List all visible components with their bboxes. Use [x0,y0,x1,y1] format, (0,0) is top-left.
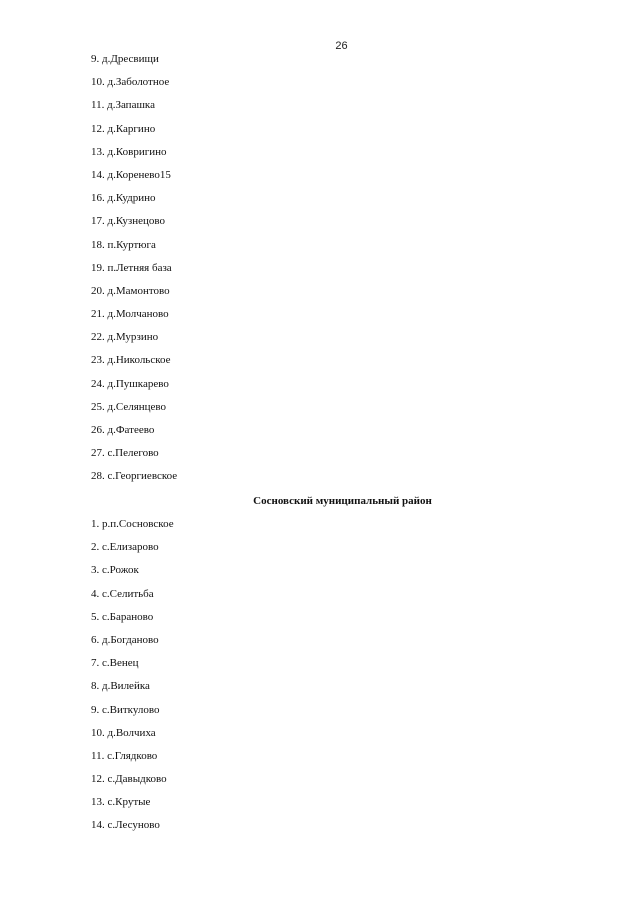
list-item: 19. п.Летняя база [91,261,172,274]
settlement-list-sosnovsky [91,517,571,842]
list-item: 27. с.Пелегово [91,447,159,460]
list-item: 13. с.Крутые [91,796,151,809]
list-item: 26. д.Фатеево [91,424,155,436]
list-item: 2. с.Елизарово [91,541,159,554]
list-item: 24. д.Пушкарево [91,377,169,390]
list-item: 14. д.Коренево15 [91,168,171,181]
list-item: 20. д.Мамонтово [91,284,170,297]
list-item: 11. д.Запашка [91,99,155,112]
list-item: 21. д.Молчаново [91,308,169,321]
list-item: 17. д.Кузнецово [91,215,165,228]
list-item: 1. р.п.Сосновское [91,518,174,530]
list-item: 9. д.Дресвищи [91,53,159,65]
list-item: 28. с.Георгиевское [91,470,178,483]
section-heading: Сосновский муниципальный район [253,495,432,507]
list-item: 16. д.Кудрино [91,192,156,205]
list-item: 8. д.Вилейка [91,680,150,693]
list-item: 10. д.Заболотное [91,76,170,89]
list-item: 10. д.Волчиха [91,726,156,739]
list-item: 12. д.Каргино [91,122,156,135]
page-number: 26 [335,40,348,52]
list-item: 7. с.Венец [91,657,139,670]
list-item: 5. с.Бараново [91,610,154,623]
list-item: 12. с.Давыдково [91,773,167,786]
list-item: 11. с.Глядково [91,749,158,762]
list-item: 9. с.Виткулово [91,703,160,716]
list-item: 23. д.Никольское [91,354,171,367]
list-item: 6. д.Богданово [91,633,159,646]
list-item: 22. д.Мурзино [91,331,159,344]
list-item: 4. с.Селитьба [91,587,154,600]
list-item: 14. с.Лесуново [91,819,160,832]
list-item: 13. д.Ковригино [91,145,167,158]
list-item: 25. д.Селянцево [91,400,167,413]
settlement-list-continued [91,52,571,493]
list-item: 3. с.Рожок [91,564,139,577]
list-item: 18. п.Куртюга [91,238,156,251]
